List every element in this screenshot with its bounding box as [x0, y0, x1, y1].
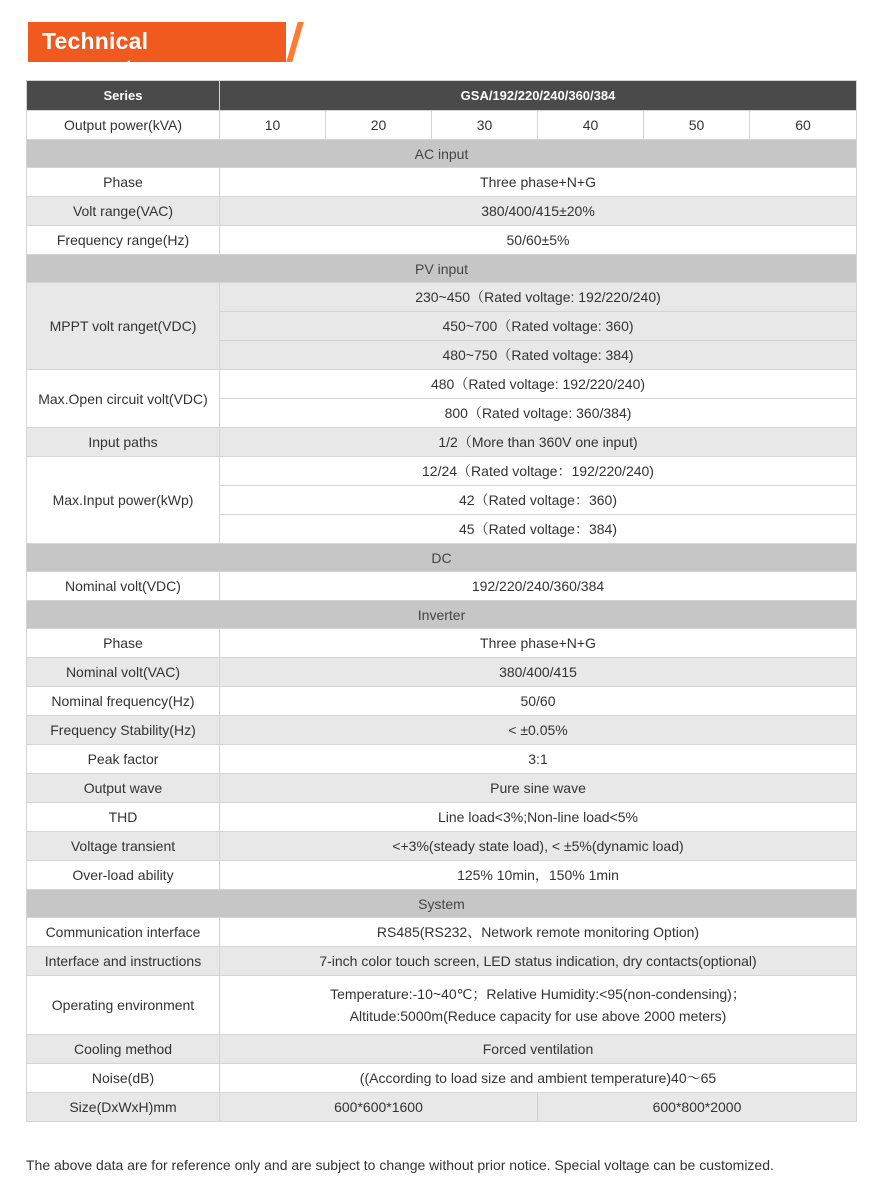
row-value: 800（Rated voltage: 360/384): [220, 399, 857, 428]
environment-line-1: Temperature:-10~40℃；Relative Humidity:<95(non-condensing)；: [330, 986, 746, 1002]
section-title: AC input: [27, 140, 857, 168]
table-row: [27, 1064, 857, 1093]
table-row: [27, 976, 857, 1035]
row-label: Phase: [27, 629, 220, 658]
section-row-pv-input: [27, 255, 857, 283]
row-label: Over-load ability: [27, 861, 220, 890]
table-row: [27, 629, 857, 658]
row-value: Line load<3%;Non-line load<5%: [220, 803, 857, 832]
output-power-cell: 50: [644, 111, 750, 140]
row-label: Interface and instructions: [27, 947, 220, 976]
series-label: Series: [27, 81, 220, 111]
row-value: Forced ventilation: [220, 1035, 857, 1064]
row-label: Max.Input power(kWp): [27, 457, 220, 544]
output-power-cell: 20: [326, 111, 432, 140]
row-value: RS485(RS232、Network remote monitoring Option): [220, 918, 857, 947]
table-row: [27, 168, 857, 197]
table-row: [27, 918, 857, 947]
table-row: [27, 428, 857, 457]
row-label: Input paths: [27, 428, 220, 457]
row-value: 50/60: [220, 687, 857, 716]
section-row-system: [27, 890, 857, 918]
row-value: 1/2（More than 360V one input): [220, 428, 857, 457]
row-value: 480（Rated voltage: 192/220/240): [220, 370, 857, 399]
table-row: [27, 226, 857, 255]
table-row: [27, 947, 857, 976]
row-label: Peak factor: [27, 745, 220, 774]
row-value: 380/400/415±20%: [220, 197, 857, 226]
row-value: < ±0.05%: [220, 716, 857, 745]
row-label: Cooling method: [27, 1035, 220, 1064]
section-title: Inverter: [27, 601, 857, 629]
row-value: 380/400/415: [220, 658, 857, 687]
table-row: [27, 1093, 857, 1122]
row-label: Volt range(VAC): [27, 197, 220, 226]
row-label: Noise(dB): [27, 1064, 220, 1093]
footnote: The above data are for reference only and are subject to change without prior notice. Special voltage can be customized.: [26, 1157, 774, 1173]
row-value: <+3%(steady state load), < ±5%(dynamic load): [220, 832, 857, 861]
row-label: Frequency range(Hz): [27, 226, 220, 255]
row-label: Nominal frequency(Hz): [27, 687, 220, 716]
section-row-ac-input: [27, 140, 857, 168]
output-power-cell: 60: [750, 111, 857, 140]
heading-banner: [28, 22, 286, 81]
row-value: [220, 976, 857, 1035]
table-row: [27, 716, 857, 745]
table-row: [27, 572, 857, 601]
technical-parameters-table: [26, 80, 857, 1122]
row-value: 50/60±5%: [220, 226, 857, 255]
size-value-small: 600*600*1600: [220, 1093, 538, 1122]
row-value: 192/220/240/360/384: [220, 572, 857, 601]
section-title: DC: [27, 544, 857, 572]
table-row: [27, 745, 857, 774]
environment-line-2: Altitude:5000m(Reduce capacity for use above 2000 meters): [349, 1008, 727, 1024]
heading-title: Technical parameters: [42, 28, 169, 81]
row-value: Three phase+N+G: [220, 629, 857, 658]
row-value: Pure sine wave: [220, 774, 857, 803]
section-title: System: [27, 890, 857, 918]
row-label: Output wave: [27, 774, 220, 803]
row-value: 230~450（Rated voltage: 192/220/240): [220, 283, 857, 312]
row-label: MPPT volt ranget(VDC): [27, 283, 220, 370]
table-row: [27, 658, 857, 687]
row-value: 450~700（Rated voltage: 360): [220, 312, 857, 341]
row-value: 3:1: [220, 745, 857, 774]
series-value: GSA/192/220/240/360/384: [220, 81, 857, 111]
size-value-large: 600*800*2000: [538, 1093, 857, 1122]
table-row: [27, 687, 857, 716]
row-label: Nominal volt(VDC): [27, 572, 220, 601]
table-row: [27, 1035, 857, 1064]
row-value: 480~750（Rated voltage: 384): [220, 341, 857, 370]
row-label: Max.Open circuit volt(VDC): [27, 370, 220, 428]
row-label: Frequency Stability(Hz): [27, 716, 220, 745]
table-row: [27, 457, 857, 486]
table-row: [27, 283, 857, 312]
table-row: [27, 197, 857, 226]
row-value: 12/24（Rated voltage：192/220/240): [220, 457, 857, 486]
table-row: [27, 774, 857, 803]
table-row: [27, 111, 857, 140]
row-value: 7-inch color touch screen, LED status indication, dry contacts(optional): [220, 947, 857, 976]
section-heading: [28, 22, 298, 81]
row-value: 42（Rated voltage：360): [220, 486, 857, 515]
row-label: Operating environment: [27, 976, 220, 1035]
table-header-row: [27, 81, 857, 111]
row-value: ((According to load size and ambient temperature)40～65: [220, 1064, 857, 1093]
table-row: [27, 861, 857, 890]
section-title: PV input: [27, 255, 857, 283]
output-power-cell: 30: [432, 111, 538, 140]
section-row-inverter: [27, 601, 857, 629]
row-value: Three phase+N+G: [220, 168, 857, 197]
row-label: Nominal volt(VAC): [27, 658, 220, 687]
row-label: THD: [27, 803, 220, 832]
row-label: Size(DxWxH)mm: [27, 1093, 220, 1122]
row-value: 45（Rated voltage：384): [220, 515, 857, 544]
row-label: Output power(kVA): [27, 111, 220, 140]
row-label: Communication interface: [27, 918, 220, 947]
row-label: Phase: [27, 168, 220, 197]
heading-slash-decoration: [286, 22, 303, 62]
table-row: [27, 832, 857, 861]
section-row-dc: [27, 544, 857, 572]
row-label: Voltage transient: [27, 832, 220, 861]
table-row: [27, 370, 857, 399]
output-power-cell: 10: [220, 111, 326, 140]
output-power-cell: 40: [538, 111, 644, 140]
row-value: 125% 10min，150% 1min: [220, 861, 857, 890]
table-row: [27, 803, 857, 832]
